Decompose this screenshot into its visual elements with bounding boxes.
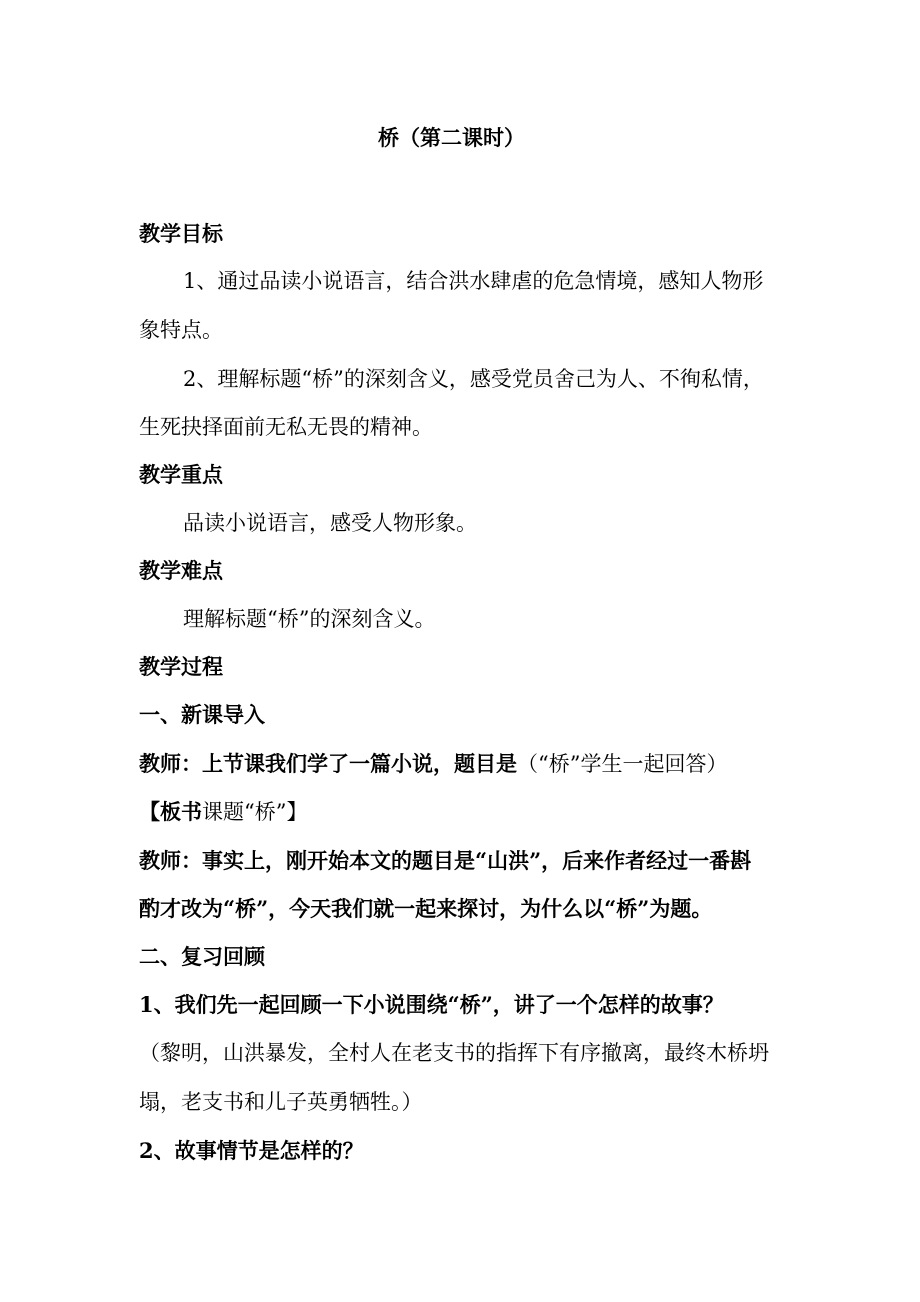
- answer-1-line-2: 塌，老支书和儿子英勇牺牲。）: [139, 1090, 423, 1114]
- document-title: 桥（第二课时）: [378, 125, 525, 150]
- teacher-line-2b: 酌才改为“桥”，今天我们就一起来探讨，为什么以“桥”为题。: [139, 896, 713, 921]
- goals-heading: 教学目标: [139, 221, 223, 246]
- key-point-text: 品读小说语言，感受人物形象。: [183, 511, 477, 535]
- board-note-normal: 课题“桥”】: [202, 800, 308, 824]
- question-2: 2、故事情节是怎样的？: [139, 1138, 364, 1163]
- board-note-bold: 【板书: [139, 799, 202, 824]
- difficulty-heading: 教学难点: [139, 558, 223, 583]
- goal-1-line-1: 1、通过品读小说语言，结合洪水肆虐的危急情境，感知人物形: [183, 269, 764, 293]
- section-2-heading: 二、复习回顾: [139, 944, 265, 969]
- teacher-line-1-bold: 教师：上节课我们学了一篇小说，题目是: [139, 751, 517, 776]
- difficulty-text: 理解标题“桥”的深刻含义。: [183, 607, 436, 631]
- process-heading: 教学过程: [139, 654, 223, 679]
- goal-2-line-1: 2、理解标题“桥”的深刻含义，感受党员舍己为人、不徇私情，: [183, 367, 764, 391]
- goal-1-line-2: 象特点。: [139, 318, 223, 342]
- teacher-line-1: [139, 750, 727, 778]
- section-1-heading: 一、新课导入: [139, 702, 265, 727]
- board-note: [139, 798, 307, 826]
- key-point-heading: 教学重点: [139, 462, 223, 487]
- answer-1-line-1: （黎明，山洪暴发，全村人在老支书的指挥下有序撤离，最终木桥坍: [139, 1041, 769, 1065]
- teacher-line-1-normal: （“桥”学生一起回答）: [517, 752, 728, 776]
- teacher-line-2a: 教师：事实上，刚开始本文的题目是“山洪”，后来作者经过一番斟: [139, 848, 752, 873]
- question-1: 1、我们先一起回顾一下小说围绕“桥”，讲了一个怎样的故事？: [139, 992, 724, 1017]
- goal-2-line-2: 生死抉择面前无私无畏的精神。: [139, 415, 433, 439]
